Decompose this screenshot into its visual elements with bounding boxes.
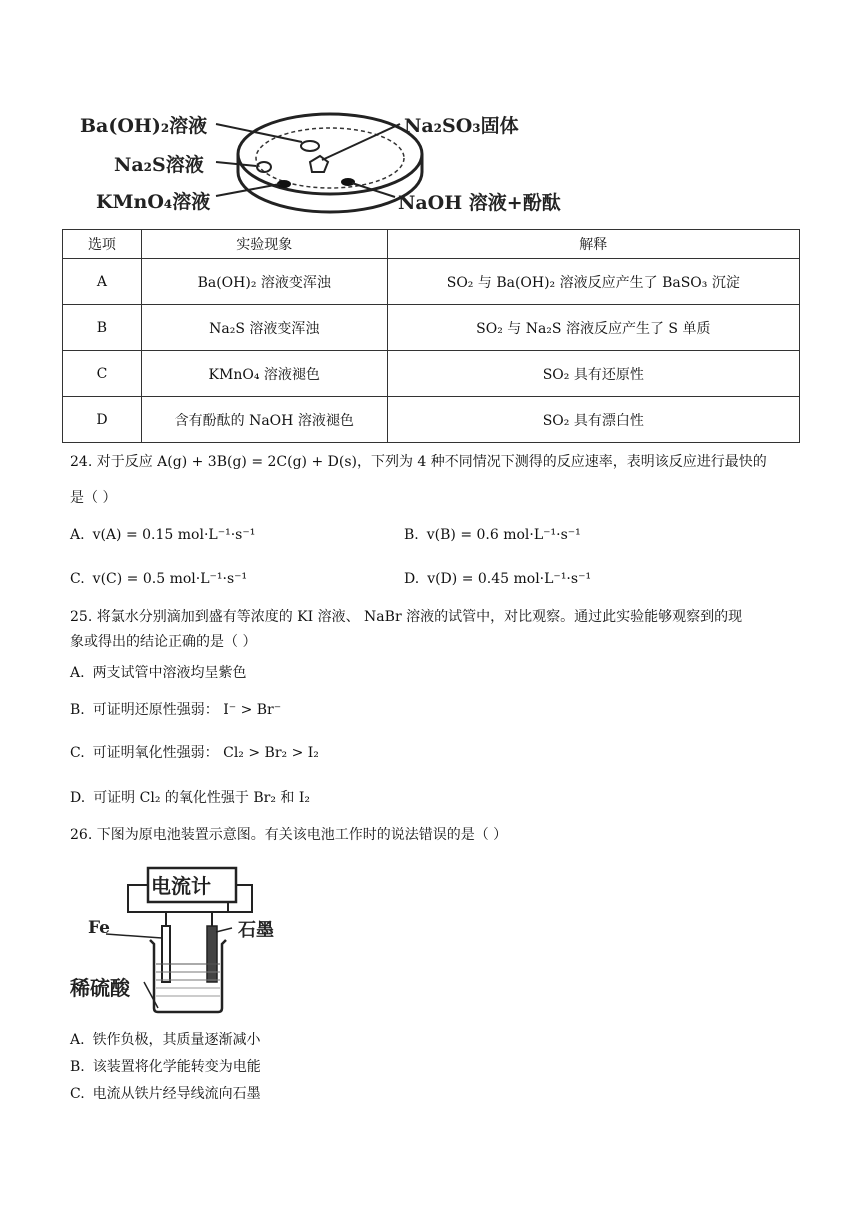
q25-option-c[interactable] xyxy=(70,743,319,763)
option-letter: A. xyxy=(70,1032,85,1048)
label-na2s-solution: Na₂S溶液 xyxy=(114,154,204,176)
option-text: 两支试管中溶液均呈紫色 xyxy=(92,665,247,681)
row-option: C xyxy=(63,351,142,397)
q25-option-b[interactable] xyxy=(70,700,281,720)
q26-option-a[interactable] xyxy=(70,1030,261,1050)
label-baoh2-solution: Ba(OH)₂溶液 xyxy=(80,115,208,137)
option-text: 该装置将化学能转变为电能 xyxy=(92,1059,261,1075)
option-text: 可证明还原性强弱： I⁻ > Br⁻ xyxy=(92,702,282,718)
option-text: v(C) = 0.5 mol·L⁻¹·s⁻¹ xyxy=(92,571,248,587)
q25-option-d[interactable] xyxy=(70,788,310,808)
experiment-table xyxy=(62,229,800,443)
option-text: v(B) = 0.6 mol·L⁻¹·s⁻¹ xyxy=(426,527,581,543)
option-letter: C. xyxy=(70,1086,85,1102)
q24-stem-line2: 是（ ） xyxy=(70,490,117,506)
label-dilute-sulfuric-acid: 稀硫酸 xyxy=(70,976,130,1000)
table-header-row xyxy=(63,230,800,259)
q24-option-b[interactable] xyxy=(404,525,581,545)
option-letter: D. xyxy=(404,571,420,587)
header-phenomenon: 实验现象 xyxy=(141,230,387,259)
row-option: A xyxy=(63,259,142,305)
table-row xyxy=(63,397,800,443)
label-galvanometer: 电流计 xyxy=(151,874,211,898)
option-letter: B. xyxy=(70,702,85,718)
label-na2so3-solid: Na₂SO₃固体 xyxy=(404,115,519,137)
q25-option-a[interactable] xyxy=(70,663,247,683)
option-letter: D. xyxy=(70,790,86,806)
row-explanation: SO₂ 具有还原性 xyxy=(387,351,799,397)
option-text: 可证明氧化性强弱： Cl₂ > Br₂ > I₂ xyxy=(92,745,319,761)
option-letter: A. xyxy=(70,665,85,681)
option-letter: B. xyxy=(70,1059,85,1075)
q25-stem-line2: 象或得出的结论正确的是（ ） xyxy=(70,634,257,650)
row-explanation: SO₂ 与 Ba(OH)₂ 溶液反应产生了 BaSO₃ 沉淀 xyxy=(387,259,799,305)
row-phenomenon: Na₂S 溶液变浑浊 xyxy=(141,305,387,351)
header-explanation: 解释 xyxy=(387,230,799,259)
q25-stem-line1: 25. 将氯水分别滴加到盛有等浓度的 KI 溶液、 NaBr 溶液的试管中，对比观察。通过此实验能够观察到的现 xyxy=(70,609,743,625)
q26-option-b[interactable] xyxy=(70,1057,261,1077)
option-text: v(D) = 0.45 mol·L⁻¹·s⁻¹ xyxy=(427,571,592,587)
row-phenomenon: KMnO₄ 溶液褪色 xyxy=(141,351,387,397)
option-letter: C. xyxy=(70,745,85,761)
q26-option-c[interactable] xyxy=(70,1084,261,1104)
row-explanation: SO₂ 与 Na₂S 溶液反应产生了 S 单质 xyxy=(387,305,799,351)
header-option: 选项 xyxy=(63,230,142,259)
label-naoh-phenolphthalein: NaOH 溶液+酚酞 xyxy=(398,192,561,214)
option-letter: A. xyxy=(70,527,85,543)
row-phenomenon: Ba(OH)₂ 溶液变浑浊 xyxy=(141,259,387,305)
option-letter: B. xyxy=(404,527,419,543)
option-letter: C. xyxy=(70,571,85,587)
table-row xyxy=(63,351,800,397)
option-text: 铁作负极，其质量逐渐减小 xyxy=(92,1032,261,1048)
table-row xyxy=(63,305,800,351)
label-fe-electrode: Fe xyxy=(88,918,110,938)
option-text: 可证明 Cl₂ 的氧化性强于 Br₂ 和 I₂ xyxy=(93,790,310,806)
label-graphite-electrode: 石墨 xyxy=(238,920,274,941)
row-phenomenon: 含有酚酞的 NaOH 溶液褪色 xyxy=(141,397,387,443)
q26-stem: 26. 下图为原电池装置示意图。有关该电池工作时的说法错误的是（ ） xyxy=(70,827,508,843)
label-kmno4-solution: KMnO₄溶液 xyxy=(96,191,211,213)
q24-option-d[interactable] xyxy=(404,569,591,589)
row-explanation: SO₂ 具有漂白性 xyxy=(387,397,799,443)
row-option: B xyxy=(63,305,142,351)
q24-stem-line1: 24. 对于反应 A(g) + 3B(g) = 2C(g) + D(s)，下列为 4 种不同情况下测得的反应速率，表明该反应进行最快的 xyxy=(70,454,767,470)
option-text: v(A) = 0.15 mol·L⁻¹·s⁻¹ xyxy=(92,527,256,543)
q24-option-a[interactable] xyxy=(70,525,255,545)
row-option: D xyxy=(63,397,142,443)
table-row xyxy=(63,259,800,305)
q24-option-c[interactable] xyxy=(70,569,247,589)
option-text: 电流从铁片经导线流向石墨 xyxy=(92,1086,261,1102)
